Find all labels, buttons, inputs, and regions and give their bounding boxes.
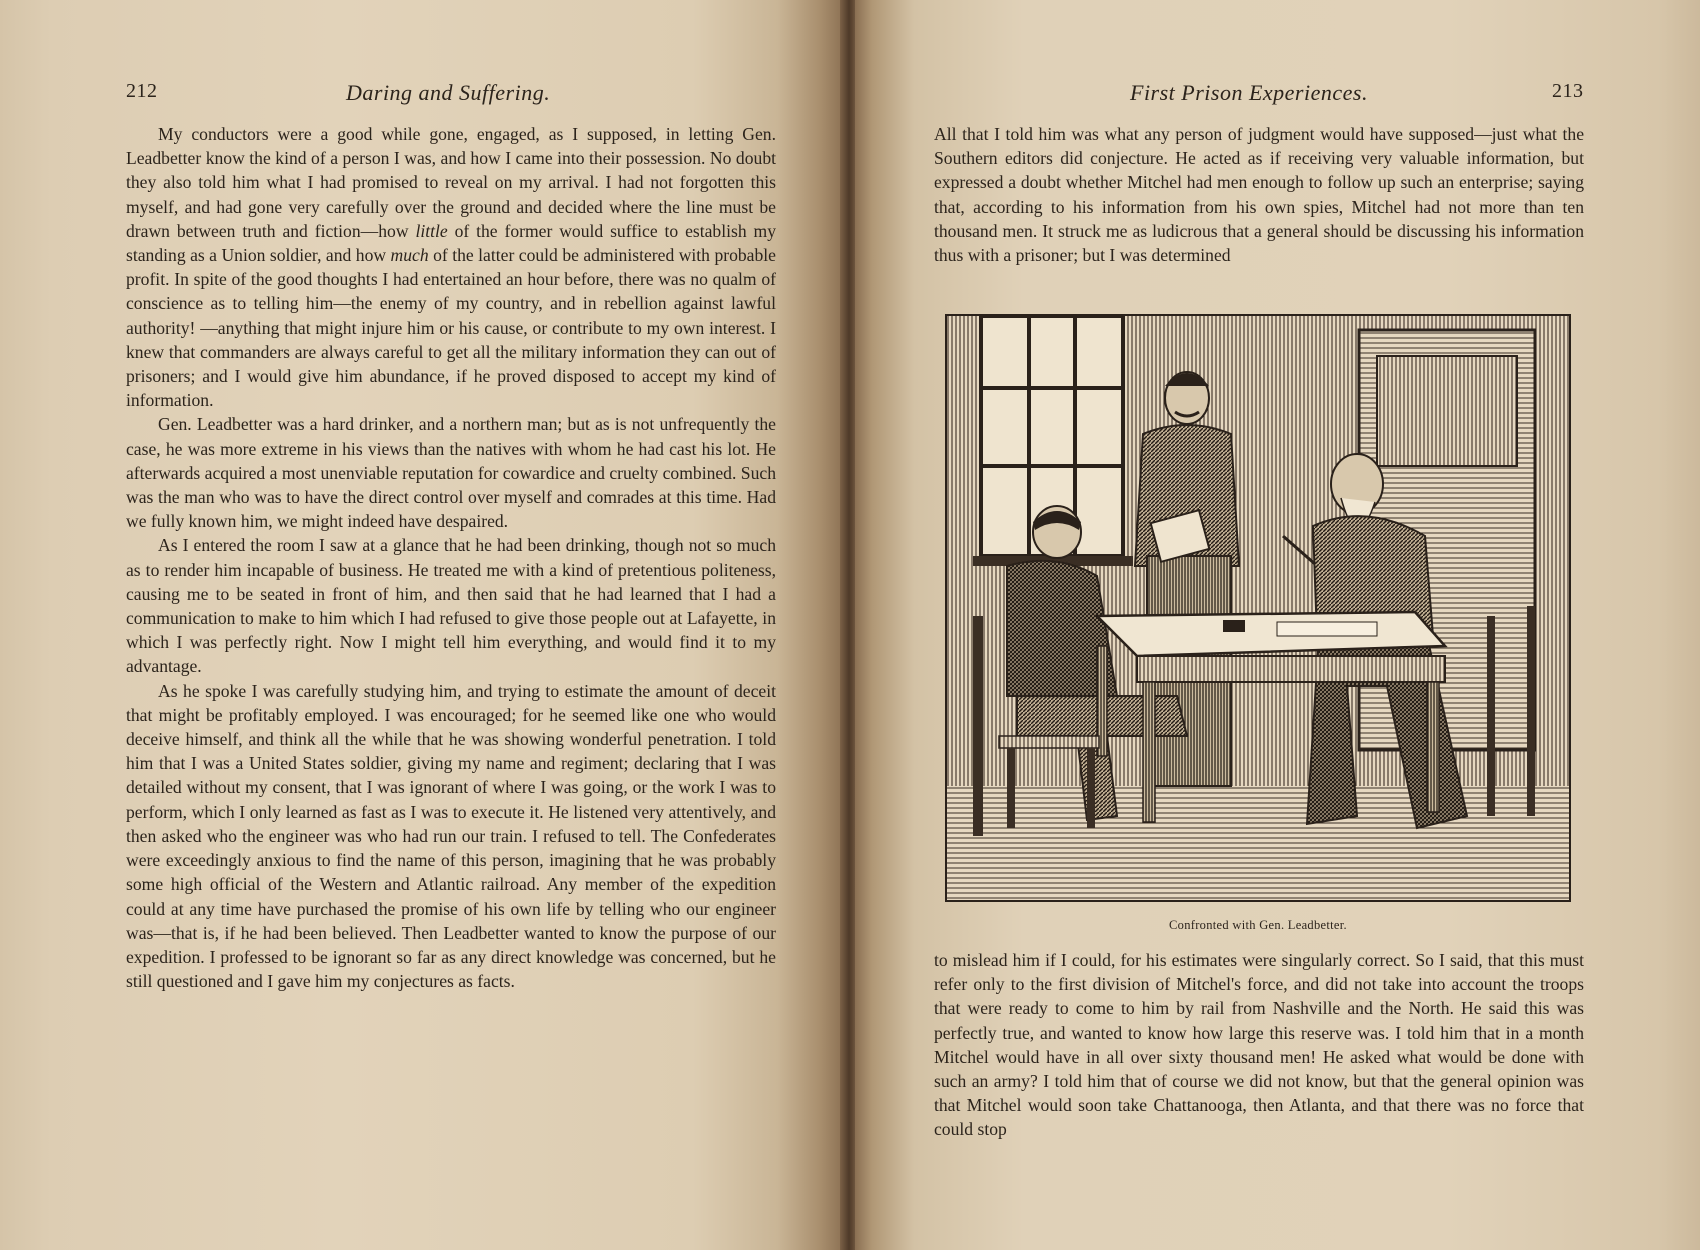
left-body-text [126,122,776,993]
text-run: of the former would suffice to establish my standing as a Union soldier, and how [126,220,776,266]
left-running-title: Daring and Suffering. [346,80,551,105]
left-page [0,0,845,1250]
floor-hatching [947,786,1569,900]
right-running-title: First Prison Experiences. [1130,80,1368,105]
engraving-illustration [945,314,1571,902]
left-paragraph [126,412,776,533]
right-page [855,0,1700,1250]
left-paragraph [126,533,776,678]
figure-caption: Confronted with Gen. Leadbetter. [1169,918,1347,932]
left-page-number: 212 [126,80,158,102]
italic-word: little [415,220,448,241]
text-run: of the latter could be administered with probable profit. In spite of the good thoughts I had entertained an hour before, there was no qualm of conscience as to telling him—the enemy of my country, and in rebellion against lawful authority! —anything that might injure him or his cause, or contribute to my own interest. I knew that commanders are always careful to get all the military information they can out of prisoners; and I would give him abundance, if he proved disposed to accept my kind of information. [126,245,776,411]
italic-word: much [390,245,429,266]
text-run: As he spoke I was carefully studying him, and trying to estimate the amount of deceit that might be profitably employed. I was encouraged; for he seemed like one who would deceive himself, and think all the while that he was showing wonderful penetration. I told him that I was a United States soldier, giving my name and regiment; declaring that I was detailed without my consent, that I was ignorant of where I was going, or the work I was to perform, which I only learned as fast as I was to execute it. He listened very attentively, and then asked who the engineer was who had run our train. I refused to tell. The Confederates were exceedingly anxious to find the name of this person, imagining that he was probably some high official of the Western and Atlantic railroad. Any member of the expedition could at any time have purchased the promise of his own life by telling who our engineer was—that is, if he had been believed. Then Leadbetter wanted to know the purpose of our expedition. I professed to be ignorant so far as any direct knowledge was concerned, but he still questioned and I gave him my conjectures as facts. [126,680,776,992]
right-page-number: 213 [1552,80,1584,102]
right-bottom-paragraph: to mislead him if I could, for his estimates were singularly correct. So I said, that this must refer only to the first division of Mitchel's force, and did not take into account the troops that were ready to come to him by rail from Nashville and the North. He said this was perfectly true, and wanted to know how large this reserve was. I told him that in a month Mitchel would have in all over sixty thousand men! He asked what would be done with such an army? I told him that of course we did not know, but that the general opinion was that Mitchel would soon take Chattanooga, then Atlanta, and that there was no force that could stop [934,950,1584,1140]
text-run: My conductors were a good while gone, engaged, as I supposed, in letting Gen. Leadbetter know the kind of a person I was, and how I came into their possession. No doubt they also told him what I had promised to reveal on my arrival. I had not forgotten this myself, and had gone very carefully over the ground and decided where the line must be drawn between truth and fiction—how [126,124,776,241]
right-top-paragraph: All that I told him was what any person of judgment would have supposed—just what the Southern editors did conjecture. He acted as if receiving very valuable information, but expressed a doubt whether Mitchel had men enough to follow up such an enterprise; saying that, according to his information from his own spies, Mitchel had not more than ten thousand men. It struck me as ludicrous that a general should be discussing his information thus with a prisoner; but I was determined [934,124,1584,266]
engraving-svg [947,316,1569,900]
right-bottom-text [934,948,1584,1142]
right-top-text [934,122,1584,267]
left-paragraph [126,679,776,994]
text-run: Gen. Leadbetter was a hard drinker, and a northern man; but as is not unfrequently the case, he was more extreme in his views than the natives with whom he had cast his lot. He afterwards acquired a most unenviable reputation for cowardice and cruelty combined. Such was the man who was to have the direct control over myself and comrades at this time. Had we fully known him, we might indeed have despaired. [126,414,776,532]
text-run: As I entered the room I saw at a glance that he had been drinking, though not so much as to render him incapable of business. He treated me with a kind of pretentious politeness, causing me to be seated in front of him, and then said that he had learned that I had a communication to make to him which I had refused to give those people out at Lafayette, in which I was perfectly right. Now I might tell him everything, and would find it to my advantage. [126,535,776,677]
left-paragraph [126,122,776,412]
